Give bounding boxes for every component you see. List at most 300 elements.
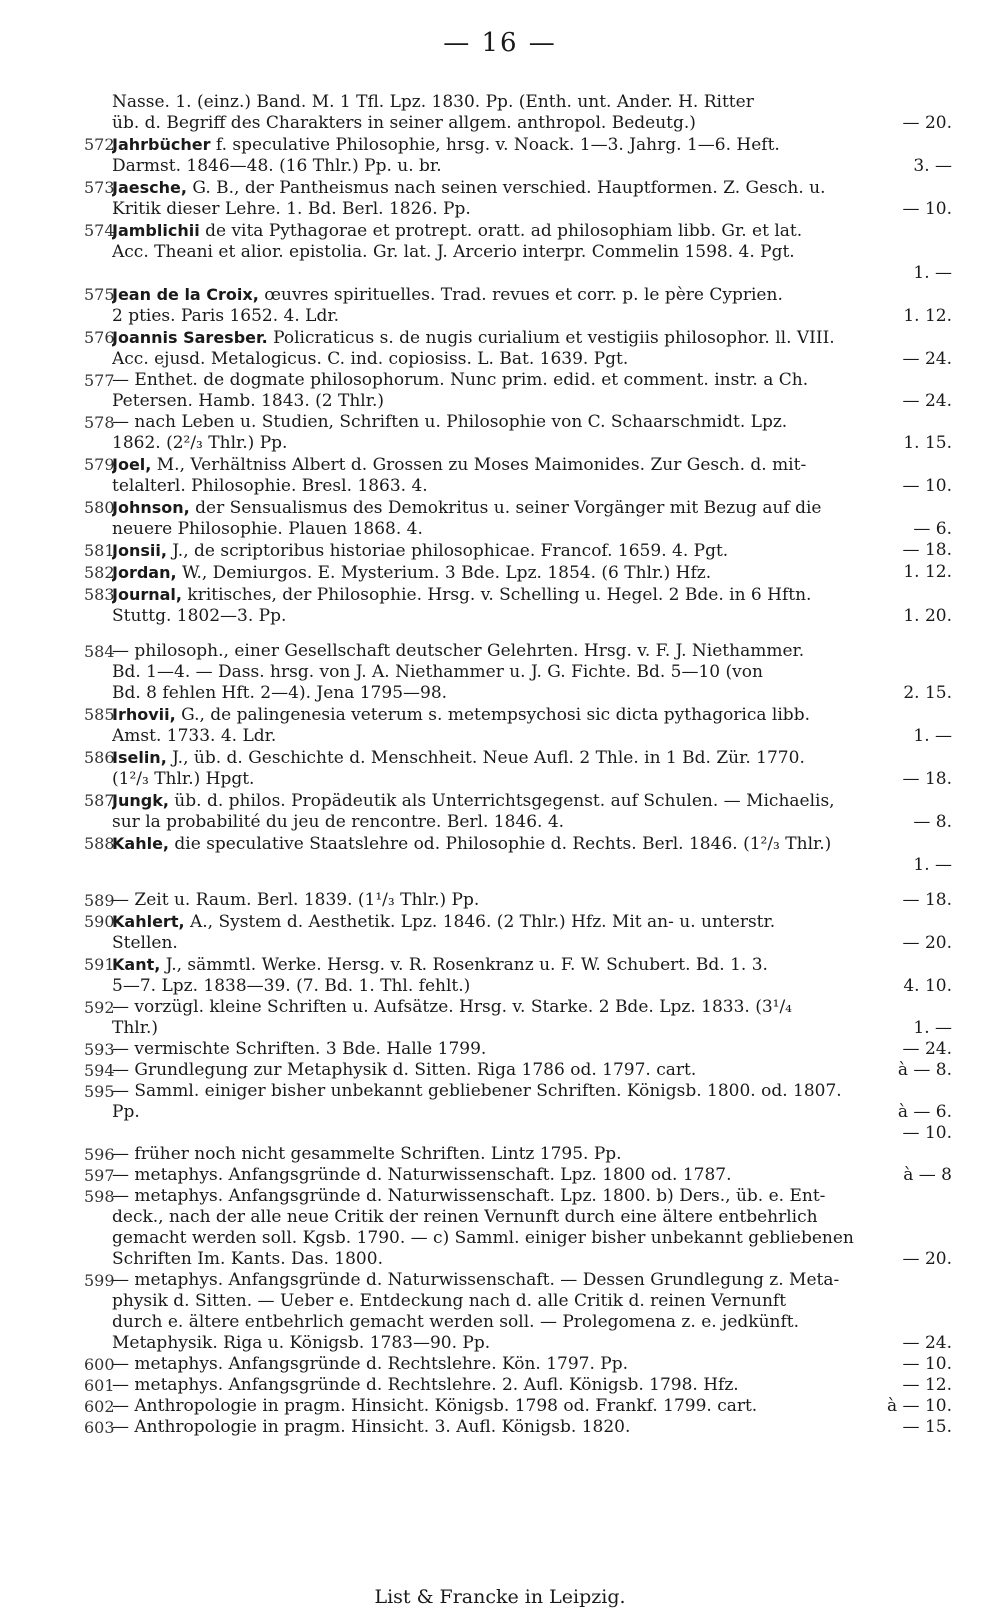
entry-price [942, 704, 952, 726]
entry-line [112, 1144, 952, 1165]
entry-number: 574 [84, 221, 115, 240]
catalog-entry [84, 704, 952, 747]
catalog-entry [84, 1354, 952, 1375]
catalog-entry [84, 284, 952, 327]
entry-line [112, 606, 952, 627]
entry-description: — früher noch nicht gesammelte Schriften. Lintz 1795. Pp. [112, 1144, 622, 1164]
catalog-entry [84, 1144, 952, 1165]
entry-line [112, 997, 952, 1018]
author-name: Johnson, [112, 498, 190, 517]
entry-price: — 15. [902, 1417, 952, 1437]
entry-description: — metaphys. Anfangsgründe d. Rechtslehre. Kön. 1797. Pp. [112, 1354, 629, 1374]
entry-text [112, 1039, 486, 1060]
catalog-entries [84, 92, 952, 1438]
entry-price: 2. 15. [903, 683, 952, 703]
entry-number: 580 [84, 498, 115, 517]
entry-line [112, 562, 952, 584]
entry-price [942, 177, 952, 199]
entry-description: üb. d. Begriff des Charakters in seiner allgem. anthropol. Bedeutg.) [112, 113, 696, 133]
entry-text [112, 641, 804, 662]
entry-text [112, 1207, 818, 1228]
entry-number: 582 [84, 563, 115, 582]
entry-line [112, 1186, 952, 1207]
entry-description: œuvres spirituelles. Trad. revues et corr. p. le père Cyprien. [258, 285, 783, 305]
catalog-entry [84, 92, 952, 134]
entry-text [112, 1249, 383, 1270]
entry-number: 592 [84, 998, 115, 1017]
author-name: Joannis Saresber. [112, 328, 268, 347]
entry-text [112, 933, 178, 954]
entry-text [112, 134, 780, 156]
entry-number: 581 [84, 541, 115, 560]
catalog-entry [84, 1060, 952, 1081]
entry-line [112, 1018, 952, 1039]
entry-description: — Enthet. de dogmate philosophorum. Nunc prim. edid. et comment. instr. a Ch. [112, 370, 809, 390]
entry-price [942, 1186, 952, 1207]
entry-line [112, 476, 952, 497]
entry-number: 596 [84, 1145, 115, 1164]
entry-number: 572 [84, 135, 115, 154]
entry-description: der Sensualismus des Demokritus u. seiner Vorgänger mit Bezug auf die [189, 498, 822, 518]
entry-price [942, 134, 952, 156]
entry-description: J., sämmtl. Werke. Hersg. v. R. Rosenkranz u. F. W. Schubert. Bd. 1. 3. [160, 955, 768, 975]
entry-description: die speculative Staatslehre od. Philosophie d. Rechts. Berl. 1846. (1²/₃ Thlr.) [169, 834, 832, 854]
entry-description: Pp. [112, 1102, 140, 1122]
entry-description: — metaphys. Anfangsgründe d. Naturwissenschaft. — Dessen Grundlegung z. Meta- [112, 1270, 840, 1290]
entry-description: — Grundlegung zur Metaphysik d. Sitten. Riga 1786 od. 1797. cart. [112, 1060, 697, 1080]
entry-price [942, 327, 952, 349]
entry-text [112, 1396, 757, 1417]
entry-number: 587 [84, 791, 115, 810]
entry-line [112, 833, 952, 855]
entry-price [942, 370, 952, 391]
entry-text [112, 976, 470, 997]
entry-description: Nasse. 1. (einz.) Band. M. 1 Tfl. Lpz. 1830. Pp. (Enth. unt. Ander. H. Ritter [112, 92, 754, 112]
entry-text [112, 242, 795, 263]
entry-price: à — 6. [897, 1102, 952, 1122]
entry-text [112, 1354, 628, 1375]
entry-text [112, 1144, 622, 1165]
entry-description: 2 pties. Paris 1652. 4. Ldr. [112, 306, 339, 326]
entry-line [112, 1312, 952, 1333]
catalog-entry [84, 911, 952, 954]
entry-text [112, 412, 787, 433]
entry-text [112, 1270, 839, 1291]
author-name: Kant, [112, 955, 161, 974]
entry-line [112, 327, 952, 349]
entry-description: Bd. 1—4. — Dass. hrsg. von J. A. Niethammer u. J. G. Fichte. Bd. 5—10 (von [112, 662, 763, 682]
publisher-footer: List & Francke in Leipzig. [374, 1586, 626, 1608]
entry-text [112, 1417, 630, 1438]
author-name: Jungk, [112, 791, 169, 810]
entry-text [112, 769, 254, 790]
entry-number: 576 [84, 328, 115, 347]
entry-number: 597 [84, 1166, 115, 1185]
entry-price: — 24. [902, 391, 952, 411]
entry-text [112, 1375, 739, 1396]
entry-text [112, 911, 775, 933]
entry-description: (1²/₃ Thlr.) Hpgt. [112, 769, 255, 789]
entry-line [112, 954, 952, 976]
entry-line [112, 113, 952, 134]
entry-number: 585 [84, 705, 115, 724]
entry-description: Kritik dieser Lehre. 1. Bd. Berl. 1826. Pp. [112, 199, 471, 219]
entry-description: deck., nach der alle neue Critik der reinen Vernunft durch eine ältere entbehrlich [112, 1207, 818, 1227]
entry-line [112, 890, 952, 911]
entry-description: 5—7. Lpz. 1838—39. (7. Bd. 1. Thl. fehlt.) [112, 976, 471, 996]
author-name: Joel, [112, 455, 152, 474]
entry-number: 601 [84, 1376, 115, 1395]
entry-text [112, 812, 564, 833]
entry-text [112, 391, 384, 412]
entry-description: f. speculative Philosophie, hrsg. v. Noack. 1—3. Jahrg. 1—6. Heft. [210, 135, 780, 155]
entry-price: 4. 10. [903, 976, 952, 996]
entry-price [942, 1207, 952, 1228]
entry-description: physik d. Sitten. — Ueber e. Entdeckung nach d. alle Critik d. reinen Vernunft [112, 1291, 787, 1311]
catalog-entry [84, 584, 952, 627]
entry-text [112, 833, 831, 855]
entry-number: 590 [84, 912, 115, 931]
entry-line [112, 306, 952, 327]
entry-description: A., System d. Aesthetik. Lpz. 1846. (2 Thlr.) Hfz. Mit an- u. unterstr. [184, 912, 776, 932]
catalog-entry [84, 1270, 952, 1354]
entry-text [112, 92, 754, 113]
entry-line [112, 391, 952, 412]
entry-line [112, 177, 952, 199]
entry-number: 573 [84, 178, 115, 197]
entry-description: J., üb. d. Geschichte d. Menschheit. Neue Aufl. 2 Thle. in 1 Bd. Zür. 1770. [166, 748, 805, 768]
entry-line [112, 220, 952, 242]
catalog-entry [84, 412, 952, 454]
entry-line [112, 812, 952, 833]
catalog-entry [84, 790, 952, 833]
entry-line [112, 370, 952, 391]
entry-price: — 10. [902, 1354, 952, 1374]
entry-description: G., de palingenesia veterum s. metempsychosi sic dicta pythagorica libb. [175, 705, 810, 725]
entry-description: — Anthropologie in pragm. Hinsicht. Königsb. 1798 od. Frankf. 1799. cart. [112, 1396, 758, 1416]
catalog-entry [84, 1186, 952, 1270]
entry-line [112, 242, 952, 263]
entry-line [112, 454, 952, 476]
entry-price [942, 790, 952, 812]
entry-price: 1. 20. [903, 606, 952, 626]
entry-price: — 10. [902, 1123, 952, 1143]
entry-price: — 24. [902, 349, 952, 369]
catalog-entry [84, 562, 952, 584]
entry-line [112, 726, 952, 747]
entry-text [112, 220, 802, 242]
entry-price [942, 220, 952, 242]
entry-description: — Zeit u. Raum. Berl. 1839. (1¹/₃ Thlr.) Pp. [112, 890, 480, 910]
catalog-entry [84, 997, 952, 1039]
author-name: Jonsii, [112, 541, 167, 560]
catalog-entry [84, 177, 952, 220]
entry-line [112, 641, 952, 662]
author-name: Jordan, [112, 563, 177, 582]
entry-line [112, 1060, 952, 1081]
entry-line [112, 156, 952, 177]
entry-line [112, 92, 952, 113]
entry-description: W., Demiurgos. E. Mysterium. 3 Bde. Lpz. 1854. (6 Thlr.) Hfz. [176, 563, 712, 583]
entry-price: — 12. [902, 1375, 952, 1395]
entry-description: Schriften Im. Kants. Das. 1800. [112, 1249, 383, 1269]
entry-description: durch e. ältere entbehrlich gemacht werden soll. — Prolegomena z. e. jedkünft. [112, 1312, 799, 1332]
entry-text [112, 747, 805, 769]
entry-description: — vorzügl. kleine Schriften u. Aufsätze. Hrsg. v. Starke. 2 Bde. Lpz. 1833. (3¹/₄ [112, 997, 792, 1017]
entry-description: neuere Philosophie. Plauen 1868. 4. [112, 519, 423, 539]
entry-text [112, 954, 768, 976]
entry-text [112, 997, 792, 1018]
entry-number: 593 [84, 1040, 115, 1059]
catalog-entry [84, 641, 952, 704]
entry-price: 1. — [913, 1018, 952, 1038]
entry-price [942, 833, 952, 855]
entry-text [112, 726, 276, 747]
entry-line [112, 584, 952, 606]
entry-line [112, 1123, 952, 1144]
entry-description: Bd. 8 fehlen Hft. 2—4). Jena 1795—98. [112, 683, 448, 703]
entry-price: — 18. [902, 769, 952, 789]
entry-text [112, 790, 835, 812]
entry-text [112, 1081, 842, 1102]
entry-line [112, 662, 952, 683]
entry-price: — 18. [902, 540, 952, 560]
entry-description: Policraticus s. de nugis curialium et vestigiis philosophor. ll. VIII. [267, 328, 835, 348]
entry-price [942, 1144, 952, 1165]
entry-line [112, 263, 952, 284]
entry-number: 577 [84, 371, 115, 390]
entry-price: 1. — [913, 855, 952, 875]
page-number: — 16 — [443, 28, 557, 58]
catalog-entry [84, 890, 952, 911]
entry-text [112, 540, 728, 562]
entry-description: 1862. (2²/₃ Thlr.) Pp. [112, 433, 288, 453]
entry-line [112, 1396, 952, 1417]
entry-text [112, 113, 696, 134]
catalog-entry [84, 454, 952, 497]
entry-price: — 6. [913, 519, 952, 539]
entry-line [112, 1249, 952, 1270]
entry-number: 589 [84, 891, 115, 910]
entry-price [942, 412, 952, 433]
catalog-entry [84, 220, 952, 284]
entry-description: — metaphys. Anfangsgründe d. Rechtslehre. 2. Aufl. Königsb. 1798. Hfz. [112, 1375, 739, 1395]
entry-line [112, 1270, 952, 1291]
entry-text [112, 683, 447, 704]
entry-price: 1. — [913, 726, 952, 746]
entry-text [112, 156, 442, 177]
entry-text [112, 349, 628, 370]
entry-text [112, 433, 287, 454]
entry-line [112, 284, 952, 306]
entry-gap [84, 627, 952, 641]
catalog-entry [84, 1165, 952, 1186]
entry-price: 1. 12. [903, 306, 952, 326]
entry-price: — 10. [902, 476, 952, 496]
entry-line [112, 1228, 952, 1249]
catalog-entry [84, 134, 952, 177]
entry-description: Acc. ejusd. Metalogicus. C. ind. copiosiss. L. Bat. 1639. Pgt. [112, 349, 629, 369]
entry-line [112, 519, 952, 540]
entry-line [112, 1039, 952, 1060]
author-name: Jaesche, [112, 178, 187, 197]
entry-price: — 20. [902, 1249, 952, 1269]
entry-description: — Samml. einiger bisher unbekannt gebliebener Schriften. Königsb. 1800. od. 1807. [112, 1081, 842, 1101]
entry-text [112, 454, 806, 476]
entry-text [112, 662, 763, 683]
entry-line [112, 1081, 952, 1102]
entry-text [112, 199, 471, 220]
entry-line [112, 349, 952, 370]
entry-price [942, 1270, 952, 1291]
catalog-entry [84, 1417, 952, 1438]
entry-line [112, 540, 952, 562]
entry-text [112, 306, 339, 327]
entry-number: 603 [84, 1418, 115, 1437]
entry-line [112, 412, 952, 433]
entry-price: 1. 15. [903, 433, 952, 453]
entry-price [942, 497, 952, 519]
entry-line [112, 683, 952, 704]
entry-description: gemacht werden soll. Kgsb. 1790. — c) Samml. einiger bisher unbekannt gebliebenen [112, 1228, 854, 1248]
entry-price: — 10. [902, 199, 952, 219]
entry-text [112, 1060, 696, 1081]
entry-price: à — 8 [903, 1165, 952, 1185]
entry-price [942, 747, 952, 769]
entry-number: 579 [84, 455, 115, 474]
catalog-entry [84, 1396, 952, 1417]
entry-price [942, 284, 952, 306]
entry-price [942, 92, 952, 113]
entry-number: 595 [84, 1082, 115, 1101]
catalog-entry [84, 833, 952, 876]
author-name: Jean de la Croix, [112, 285, 259, 304]
entry-text [112, 519, 423, 540]
entry-text [112, 1291, 786, 1312]
entry-text [112, 562, 711, 584]
catalog-entry [84, 1081, 952, 1144]
entry-price [942, 954, 952, 976]
entry-description: Stuttg. 1802—3. Pp. [112, 606, 287, 626]
entry-price [942, 641, 952, 662]
entry-text [112, 606, 286, 627]
author-name: Journal, [112, 585, 182, 604]
entry-number: 598 [84, 1187, 115, 1206]
entry-line [112, 1165, 952, 1186]
entry-price [942, 1228, 952, 1249]
catalog-entry [84, 954, 952, 997]
entry-description: kritisches, der Philosophie. Hrsg. v. Schelling u. Hegel. 2 Bde. in 6 Hftn. [181, 585, 812, 605]
entry-line [112, 497, 952, 519]
entry-line [112, 1102, 952, 1123]
entry-description: — nach Leben u. Studien, Schriften u. Philosophie von C. Schaarschmidt. Lpz. [112, 412, 788, 432]
entry-description: Metaphysik. Riga u. Königsb. 1783—90. Pp. [112, 1333, 491, 1353]
entry-description: — metaphys. Anfangsgründe d. Naturwissenschaft. Lpz. 1800. b) Ders., üb. e. Ent- [112, 1186, 826, 1206]
entry-number: 588 [84, 834, 115, 853]
entry-text [112, 497, 821, 519]
entry-text [112, 1186, 825, 1207]
author-name: Jamblichii [112, 221, 200, 240]
entry-description: Thlr.) [112, 1018, 159, 1038]
entry-description: — vermischte Schriften. 3 Bde. Halle 1799. [112, 1039, 487, 1059]
entry-line [112, 1375, 952, 1396]
entry-description: G. B., der Pantheismus nach seinen verschied. Hauptformen. Z. Gesch. u. [186, 178, 826, 198]
entry-text [112, 584, 811, 606]
entry-price: 1. 12. [903, 562, 952, 582]
entry-number: 600 [84, 1355, 115, 1374]
entry-price: — 20. [902, 113, 952, 133]
catalog-entry [84, 1039, 952, 1060]
catalog-entry [84, 327, 952, 370]
entry-price: — 24. [902, 1333, 952, 1353]
entry-price: 3. — [913, 156, 952, 176]
entry-text [112, 284, 783, 306]
catalog-entry [84, 1375, 952, 1396]
catalog-entry [84, 370, 952, 412]
entry-number: 591 [84, 955, 115, 974]
entry-gap [84, 876, 952, 890]
entry-price: à — 8. [897, 1060, 952, 1080]
entry-text [112, 327, 835, 349]
entry-text [112, 177, 826, 199]
entry-price: — 20. [902, 933, 952, 953]
entry-price [942, 997, 952, 1018]
entry-line [112, 976, 952, 997]
entry-line [112, 911, 952, 933]
entry-text [112, 370, 808, 391]
entry-description: telalterl. Philosophie. Bresl. 1863. 4. [112, 476, 428, 496]
catalog-entry [84, 497, 952, 540]
entry-text [112, 1228, 854, 1249]
entry-text [112, 1333, 490, 1354]
catalog-entry [84, 747, 952, 790]
entry-description: — metaphys. Anfangsgründe d. Naturwissenschaft. Lpz. 1800 od. 1787. [112, 1165, 732, 1185]
entry-description: J., de scriptoribus historiae philosophicae. Francof. 1659. 4. Pgt. [166, 541, 729, 561]
author-name: Irhovii, [112, 705, 176, 724]
entry-line [112, 747, 952, 769]
entry-price [942, 1312, 952, 1333]
entry-price [942, 1081, 952, 1102]
entry-number: 575 [84, 285, 115, 304]
entry-price: — 8. [913, 812, 952, 832]
entry-text [112, 1312, 799, 1333]
entry-line [112, 1354, 952, 1375]
entry-text [112, 476, 428, 497]
entry-text [112, 704, 810, 726]
entry-price: — 18. [902, 890, 952, 910]
author-name: Kahlert, [112, 912, 185, 931]
entry-price [942, 662, 952, 683]
entry-description: Darmst. 1846—48. (16 Thlr.) Pp. u. br. [112, 156, 442, 176]
entry-text [112, 1165, 732, 1186]
entry-line [112, 790, 952, 812]
entry-line [112, 1333, 952, 1354]
entry-description: — philosoph., einer Gesellschaft deutscher Gelehrten. Hrsg. v. F. J. Niethammer. [112, 641, 805, 661]
entry-price [942, 584, 952, 606]
entry-price [942, 242, 952, 263]
entry-price [942, 911, 952, 933]
entry-price: 1. — [913, 263, 952, 283]
author-name: Jahrbücher [112, 135, 211, 154]
entry-line [112, 433, 952, 454]
entry-number: 602 [84, 1397, 115, 1416]
catalog-entry [84, 540, 952, 562]
entry-description: M., Verhältniss Albert d. Grossen zu Moses Maimonides. Zur Gesch. d. mit- [151, 455, 807, 475]
entry-description: sur la probabilité du jeu de rencontre. Berl. 1846. 4. [112, 812, 565, 832]
entry-number: 578 [84, 413, 115, 432]
entry-description: de vita Pythagorae et protrept. oratt. ad philosophiam libb. Gr. et lat. [199, 221, 803, 241]
entry-description: Petersen. Hamb. 1843. (2 Thlr.) [112, 391, 385, 411]
